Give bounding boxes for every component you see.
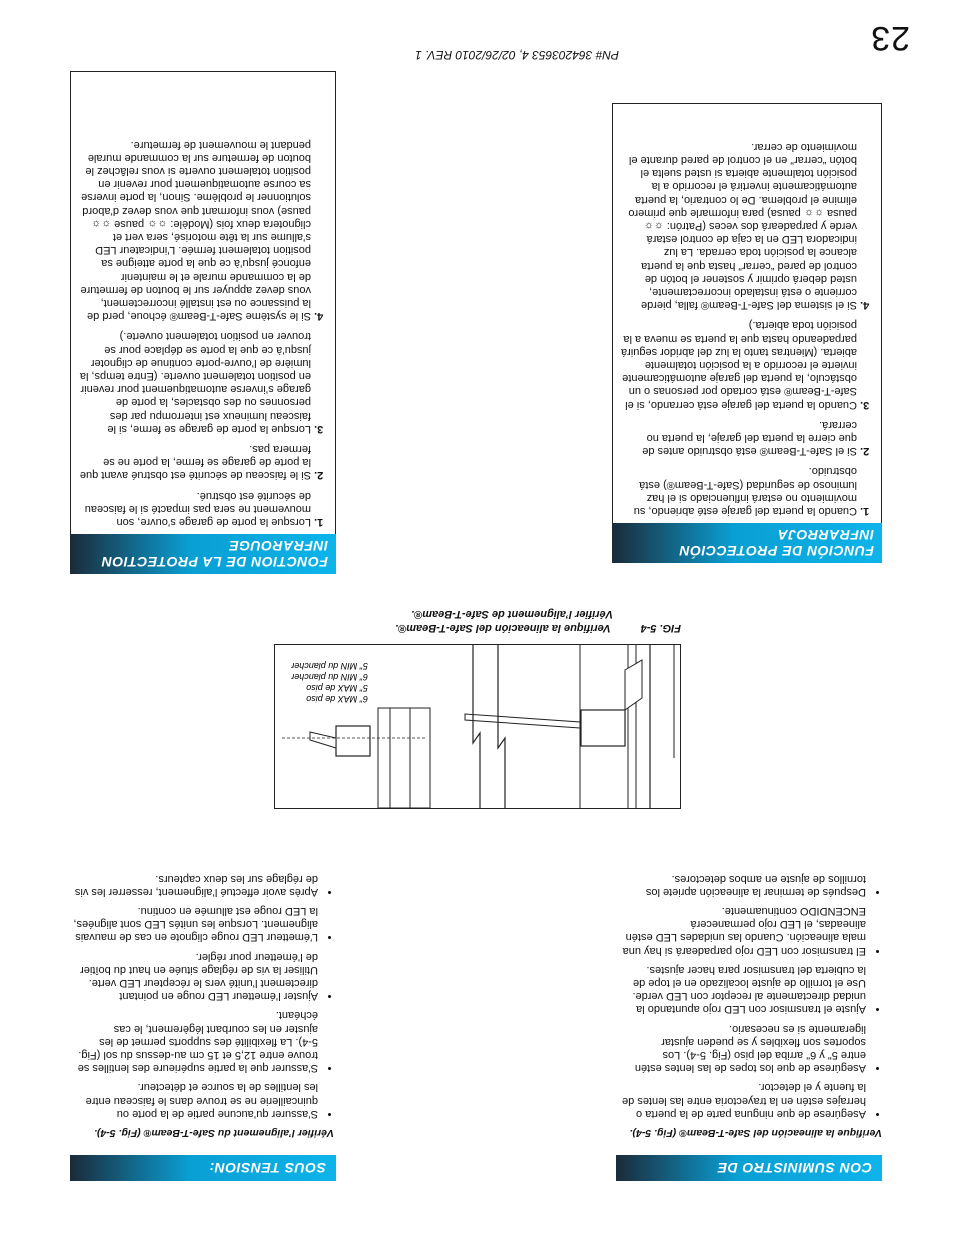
sensor-right-icon [336,726,370,756]
list-item: 3. Lorsque la porte de garage se ferme, si le faisceau lumineux est interrompu par des personnes ou des obstacles, la porte de garage s’inverse automatiquement pour revenir en position totalement ouverte. (Entre temps, la lumière de l’ouvre-porte continue de clignoter jusqu’à ce que la porte se déplace pour se trouver en position totalement ouverte.) [79,329,311,435]
list-item: 1. Lorsque la porte de garage s’ouvre, son mouvement ne sera pas impacté si le faisceau de sécurité est obstrué. [79,488,311,528]
list-item: • Ajuster l’émetteur LED rouge en pointant directement l’unité vers le récepteur LED verte. Utiliser la vis de réglage située en haut du boîtier de l’émetteur pour régler. [72,949,318,1002]
annotation-text: 6" MIN du plancher [291,672,368,682]
numbered-list-fr [79,137,327,528]
list-item: • Después de terminar la alineación apriete los tornillos de ajuste en ambos detectores. [622,871,866,897]
figure-caption [274,607,681,635]
bullet-list-es [622,871,882,1119]
numbered-list-es [621,140,873,517]
annotation-text: 5" MIN du plancher [291,661,368,671]
list-item: • Asegúrese de que ninguna parte de la puerta o herrajes estén en la trayectoria entre las lentes de la fuente y el detector. [622,1080,866,1120]
banner-sous-tension: SOUS TENSION: [70,1155,336,1181]
figure-label: FIG. 5-4 [640,622,681,634]
figure-safe-t-beam-alignment [274,644,681,809]
bracket-arm-icon [465,714,580,728]
banner-line: INFRARROJA [777,527,874,543]
figure-caption-es: Verifique la alineación del Safe-T-Beam®. [395,622,611,634]
sensor-left-icon [581,710,625,746]
banner-funcion-proteccion [612,523,882,563]
banner-line: INFRAROUGE [228,538,328,554]
banner-con-suministro: CON SUMINISTRO DE CORRIENTE: [616,1155,882,1181]
column-fonction-protection [70,71,336,534]
annotation-text: 5" MAX de piso [306,683,368,693]
list-item: 1. Cuando la puerta del garaje esté abriendo, su movimiento no estará influenciado si el haz luminoso de seguridad (Safe-T-Beam®) está obstruido. [621,464,857,517]
figure-caption-fr: Vérifier l’alignement de Safe-T-Beam®. [411,608,613,620]
column-funcion-proteccion [612,103,882,523]
banner-line: FONCTION DE LA PROTECTION [101,554,328,570]
break-mark-icon [498,645,505,808]
list-item: • S’assurer qu’aucune partie de la porte ou quincaillerie ne se trouve dans le faisceau entre les lentilles de la source et détecteur. [72,1080,318,1120]
annotation-text: 6" MAX de piso [306,694,368,704]
banner-fonction-protection [70,534,336,574]
list-item: • Ajuste el transmisor con LED rojo apuntando la unidad directamente al receptor con LED verde. Use el tornillo de ajuste localizado en el tope de la cubierta del transmisor para hacer ajustes. [622,963,866,1016]
list-item: • El transmisor con LED rojo parpadeará si hay una mala alineación. Cuando las unidades LED estén alineadas, el LED rojo permanecerá ENCENDIDO continuamente. [622,904,866,957]
list-item: • L’émetteur LED rouge clignote en cas de mauvais alignement. Lorsque les unités LED sont alignées, la LED rouge est allumée en continu. [72,904,318,944]
column-sous-tension [72,865,334,1139]
list-item: 2. Si le faisceau de sécurité est obstrué avant que la porte de garage se ferme, la porte ne se fermera pas. [79,442,311,482]
caption-alineacion: Verifique la alineación del Safe-T-Beam® (Fig. 5-4). [629,1127,882,1139]
break-mark-icon [473,645,480,808]
list-item: • Après avoir effectué l’alignement, resserrer les vis de réglage sur les deux capteurs. [72,871,318,897]
list-item: 2. Si el Safe-T-Beam® está obstruido antes de que cierre la puerta del garaje, la puerta no cerrará. [621,418,857,458]
list-item: 4. Si le système Safe-T-Beam® échoue, perd de la puissance ou est installé incorrectement, vous devez appuyer sur le bouton de fermeture de la commande murale et le maintenir enfoncé jusqu’à ce que la porte atteigne sa position totalement fermée. L’indicateur LED s’allume sur la tête motorisé, sera vert et clignotera deux fois (Modèle: ☼☼ pause ☼☼ pause) vous informant que vous devez d’abord solutionner le problème. Sinon, la porte inverse sa course automatiquement pour revenir en position totalement ouverte si vous relâchez le bouton de fermeture sur la commande murale pendant le mouvement de fermeture. [79,137,311,322]
list-item: • S’assurer que la partie supérieure des lentilles se trouve entre 12,5 et 15 cm au-dessus du sol (Fig. 5-4). La flexibilité des supports permet de les ajuster en les courbant légèrement, le cas échéant. [72,1008,318,1074]
column-con-suministro [622,865,882,1139]
footer-part-number: PN# 364203653 4, 02/26/2010 REV. 1 [415,48,619,62]
caption-alignement: Vérifier l’alignement du Safe-T-Beam® (Fig. 5-4). [94,1127,334,1139]
banner-line: FUNCIÓN DE PROTECCIÓN [679,543,874,559]
page-number: 23 [870,19,910,57]
list-item: • Asegúrese de que los topes de las lentes estén entre 5" y 6" arriba del piso (Fig. 5-4). Los soportes son flexibles y se pueden ajustar ligeramente si es necesario. [622,1021,866,1074]
bullet-list-fr [72,871,334,1119]
list-item: 3. Cuando la puerta del garaje está cerrando, si el Safe-T-Beam® está cortado por personas o un obstáculo, la puerta del garaje automáticamente invierte el recorrido a la posición totalmente abierta. (Mientras tanto la luz del abridor seguirá parpadeando hasta que la puerta se mueva a la posición toda abierta.) [621,318,857,410]
list-item: 4. Si el sistema del Safe-T-Beam® falla, pierde corriente o está instalado incorrectamente, usted deberá oprimir y sostener el botón de control de pared “cerrar” hasta que la puerta alcance la posición toda cerrada. La luz indicadora LED en la caja de control estará verde y parpadeará dos veces (Patrón: ☼☼ pausa ☼☼ pausa) para informarle que primero elimine el problema. De lo contrario, la puerta automáticamente invertirá el recorrido a la posición totalmente abierta si usted suelta el botón “cerrar” en el control de pared durante el movimiento de cerrar. [621,140,857,312]
figure-drawing [275,645,680,808]
door-panel [378,708,430,808]
bracket-right-icon [310,732,336,748]
